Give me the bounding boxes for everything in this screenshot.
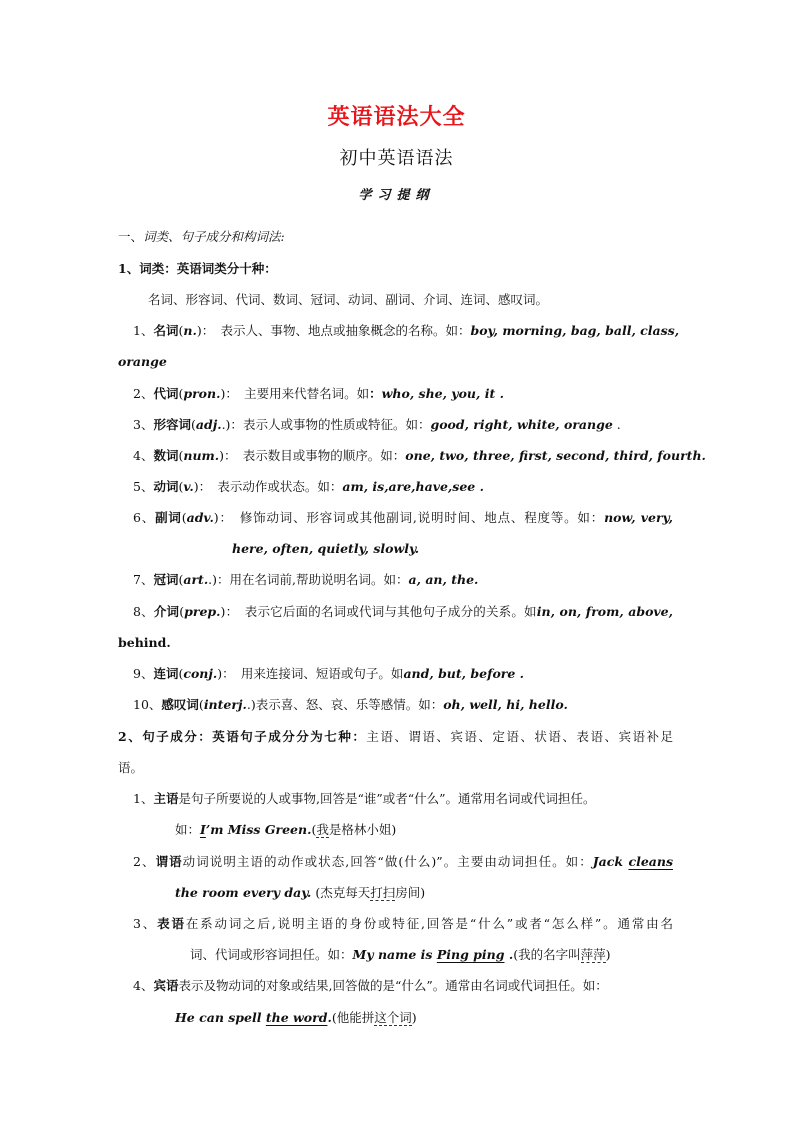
example-translation-mark: 打扫 (370, 885, 396, 900)
part-predicate-example (175, 885, 425, 901)
example-text: My name is (352, 947, 437, 962)
example-text: the room every day. (175, 885, 312, 900)
item-name: 宾语 (153, 978, 179, 993)
item-example: boy, morning, bag, ball, class, (470, 323, 680, 338)
item-desc: 表示喜、怒、哀、乐等感情。如： (255, 697, 444, 712)
part-predicative-example (190, 947, 611, 963)
part-predicate (133, 854, 673, 870)
example-verb: cleans (628, 854, 673, 869)
item-name: 表语 (157, 916, 186, 931)
item-number: 3、 (133, 417, 154, 432)
pos-item-verb: 5、动词(v.)： 表示动作或状态。如：am, is,are,have,see . (133, 479, 484, 494)
section-number: 一、 (118, 229, 144, 244)
pos-item-numeral: 4、数词(num.)： 表示数目或事物的顺序。如：one, two, three, first, second, third, fourth. (133, 448, 706, 463)
item-abbr: n. (183, 323, 197, 338)
item-name: 连词 (153, 666, 179, 681)
example-translation: ) (605, 947, 611, 962)
pos-item-pronoun: 2、代词(pron.)： 主要用来代替名词。如：who, she, you, it . (133, 386, 504, 401)
item-desc: 表示它后面的名词或代词与其他句子成分的关系。如 (244, 604, 537, 619)
item-number: 8、 (133, 604, 154, 619)
item-desc: 表示动作或状态。如： (217, 479, 343, 494)
item-example: am, is,are,have,see . (342, 479, 484, 494)
item-desc: 用在名词前,帮助说明名词。如： (229, 572, 409, 587)
document-subtitle: 初中英语语法 (339, 148, 454, 169)
pos-item-adjective: 3、形容词(adj..)：表示人或事物的性质或特征。如：good, right, white, orange . (133, 417, 621, 432)
item-abbr: interj. (203, 697, 247, 712)
item-number: 6、 (133, 510, 156, 525)
example-prefix: 如： (175, 822, 201, 837)
example-translation: ) (411, 1010, 417, 1025)
item-number: 9、 (133, 666, 154, 681)
example-translation-mark: 我 (316, 822, 329, 837)
example-object: the word (265, 1010, 328, 1025)
item-example: good, right, white, orange (430, 417, 613, 432)
item-number: 4、 (133, 978, 154, 993)
item-abbr: adv. (186, 510, 214, 525)
example-subject: I (200, 822, 206, 837)
item-desc: 用来连接词、短语或句子。如 (240, 666, 404, 681)
item-desc-cont: 词、代词或形容词担任。如： (190, 947, 353, 962)
item-name: 感叹词 (161, 697, 199, 712)
item-desc: 在系动词之后,说明主语的身份或特征,回答是“什么”或者“怎么样”。通常由名 (185, 916, 674, 931)
item-abbr: v. (183, 479, 194, 494)
item-abbr: adj. (195, 417, 222, 432)
example-predicative: Ping ping (436, 947, 505, 962)
word-class-list: 名词、形容词、代词、数词、冠词、动词、副词、介词、连词、感叹词。 (148, 292, 549, 307)
example-text: He can spell (175, 1010, 266, 1025)
section-subhead: 学习提纲 (358, 188, 435, 203)
document-title: 英语语法大全 (327, 104, 466, 130)
item-desc: 表示人或事物的性质或特征。如： (242, 417, 431, 432)
pos-item-preposition: 8、介词(prep.)： 表示它后面的名词或代词与其他句子成分的关系。如in, on, from, above, (133, 604, 673, 619)
item-example: in, on, from, above, (536, 604, 673, 619)
item-name: 动词 (153, 479, 179, 494)
part-object-example (175, 1010, 417, 1026)
example-text: ’m Miss Green. (205, 822, 312, 837)
item-desc: 主要用来代替名词。如 (244, 386, 370, 401)
item-name: 谓语 (155, 854, 183, 869)
item-number: 1、 (133, 791, 154, 806)
item-number: 3、 (133, 916, 158, 931)
item-number: 5、 (133, 479, 154, 494)
item-number: 1、 (133, 323, 154, 338)
item-desc: 表示及物动词的对象或结果,回答做的是“什么”。通常由名词或代词担任。如： (178, 978, 608, 993)
item-abbr: conj. (183, 666, 218, 681)
item-name: 代词 (153, 386, 179, 401)
pos-item-adverb: 6、副词(adv.)： 修饰动词、形容词或其他副词,说明时间、地点、程度等。如：now, very, (133, 510, 673, 525)
item-abbr: art. (183, 572, 209, 587)
heading-sentence-parts (118, 729, 673, 745)
example-end: . (327, 1010, 332, 1025)
pos-item-noun: 1、名词(n.)： 表示人、事物、地点或抽象概念的名称。如：boy, morning, bag, ball, class, (133, 323, 680, 338)
item-name: 副词 (155, 510, 182, 525)
example-text: Jack (592, 854, 629, 869)
item-example: now, very, (604, 510, 673, 525)
example-end: . (504, 947, 514, 962)
part-subject (133, 791, 596, 807)
example-translation-mark: 这个词 (374, 1010, 412, 1025)
item-name: 主语 (153, 791, 179, 806)
item-number: 10、 (133, 697, 162, 712)
pos-item-preposition-cont: behind. (118, 635, 171, 650)
item-name: 数词 (153, 448, 179, 463)
item-name: 名词 (153, 323, 179, 338)
example-translation-mark: 萍萍 (580, 947, 606, 962)
pos-item-interjection: 10、感叹词(interj..)表示喜、怒、哀、乐等感情。如：oh, well, hi, hello. (133, 697, 568, 712)
item-desc: 表示人、事物、地点或抽象概念的名称。如： (220, 323, 471, 338)
item-example: oh, well, hi, hello. (443, 697, 568, 712)
item-desc: 是句子所要说的人或事物,回答是“谁”或者“什么”。通常用名词或代词担任。 (178, 791, 596, 806)
item-name: 形容词 (153, 417, 191, 432)
example-translation-open: (他能拼 (331, 1010, 375, 1025)
example-translation-open: (我的名字叫 (513, 947, 581, 962)
heading-list: 主语、谓语、宾语、定语、状语、表语、宾语补足 (366, 729, 673, 744)
example-translation: 是格林小姐) (328, 822, 397, 837)
example-translation-open: ( (311, 822, 317, 837)
pos-item-article: 7、冠词(art..)：用在名词前,帮助说明名词。如：a, an, the. (133, 572, 479, 587)
item-desc: 表示数目或事物的顺序。如： (242, 448, 406, 463)
item-desc: 动词说明主语的动作或状态,回答“做(什么)”。主要由动词担任。如： (182, 854, 593, 869)
item-number: 2、 (133, 386, 154, 401)
pos-item-adverb-cont: here, often, quietly, slowly. (232, 541, 420, 556)
item-example: a, an, the. (408, 572, 479, 587)
item-number: 4、 (133, 448, 154, 463)
heading-word-classes: 1、词类：英语词类分十种： (118, 261, 277, 276)
pos-item-noun-cont: orange (118, 354, 167, 369)
item-example: one, two, three, first, second, third, fourth. (405, 448, 706, 463)
part-predicative (133, 916, 673, 932)
pos-item-conjunction: 9、连词(conj.)： 用来连接词、短语或句子。如and, but, before . (133, 666, 525, 681)
example-translation: 房间) (395, 885, 426, 900)
item-abbr: num. (183, 448, 220, 463)
example-translation-open: (杰克每天 (311, 885, 371, 900)
item-desc: 修饰动词、形容词或其他副词,说明时间、地点、程度等。如： (239, 510, 605, 525)
part-object (133, 978, 608, 994)
item-number: 2、 (133, 854, 156, 869)
heading-bold: 2、句子成分：英语句子成分分为七种： (118, 729, 367, 744)
item-example: who, she, you, it . (381, 386, 504, 401)
part-subject-example (175, 822, 396, 838)
section-heading-1 (118, 229, 285, 245)
item-abbr: prep. (184, 604, 221, 619)
item-name: 冠词 (153, 572, 179, 587)
section-text: 词类、句子成分和构词法: (143, 229, 285, 244)
item-abbr: pron. (183, 386, 221, 401)
item-number: 7、 (133, 572, 154, 587)
item-name: 介词 (153, 604, 180, 619)
heading-sentence-parts-cont: 语。 (118, 760, 144, 775)
item-example: and, but, before . (403, 666, 525, 681)
